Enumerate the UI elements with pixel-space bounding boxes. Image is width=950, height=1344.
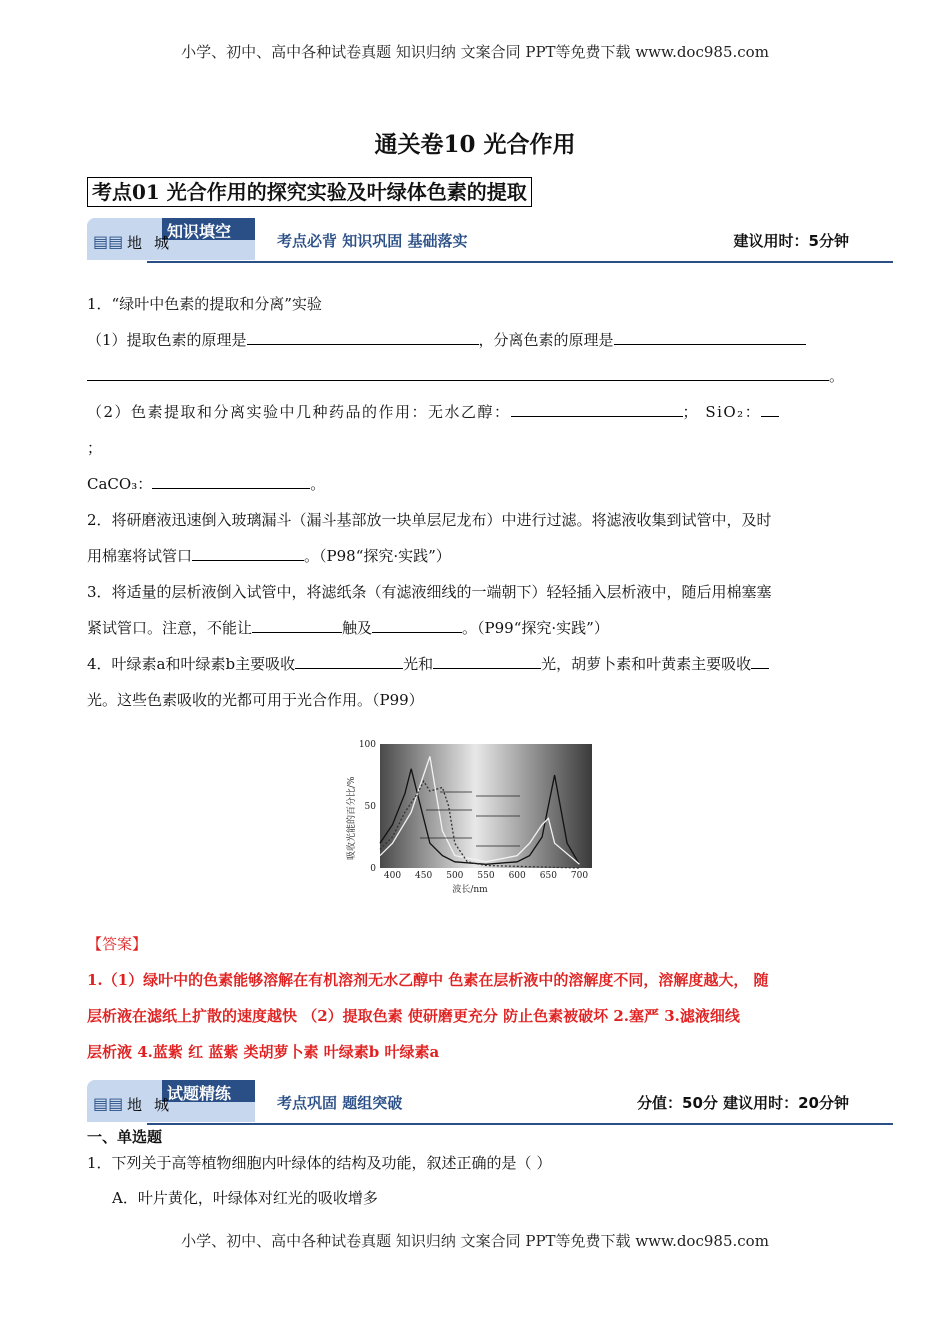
mcq-option-a: A．叶片黄化，叶绿体对红光的吸收增多 <box>112 1189 378 1207</box>
question-3-line2: 紧试管口。注意，不能让 触及 。（P99“探究·实践”） <box>87 610 867 646</box>
book-icon: ▤▤ <box>93 1094 124 1113</box>
blank <box>433 650 541 669</box>
blank <box>252 614 342 633</box>
question-4-line1: 4．叶绿素a和叶绿素b主要吸收 光和 光，胡萝卜素和叶黄素主要吸收 <box>87 646 867 682</box>
answer-label: 【答案】 <box>87 935 148 953</box>
x-tick-label: 700 <box>570 871 589 881</box>
blank <box>511 398 683 417</box>
y-tick-label: 0 <box>370 864 376 874</box>
book-icon: ▤▤ <box>93 232 124 251</box>
banner-place: 地城 <box>127 1096 182 1114</box>
x-tick-label: 650 <box>539 871 557 881</box>
blank <box>372 614 462 633</box>
blank <box>152 470 310 489</box>
banner-score-time: 分值：50分 建议用时：20分钟 <box>637 1094 849 1112</box>
topic-heading: 考点01 光合作用的探究实验及叶绿体色素的提取 <box>87 177 532 207</box>
page-header: 小学、初中、高中各种试卷真题 知识归纳 文案合同 PPT等免费下载 www.doc985.com <box>181 43 769 61</box>
question-1-line1: （1）提取色素的原理是 ，分离色素的原理是 <box>87 322 867 358</box>
banner-time: 建议用时：5分钟 <box>733 232 849 250</box>
blank <box>87 362 829 381</box>
question-3-line1: 3．将适量的层析液倒入试管中，将滤纸条（有滤液细线的一端朝下）轻轻插入层析液中，随后用棉塞塞 <box>87 583 772 601</box>
absorption-spectrum-chart <box>340 720 600 900</box>
blank <box>751 650 769 669</box>
banner-subtitle: 考点巩固 题组突破 <box>277 1094 403 1112</box>
question-1-head: 1．“绿叶中色素的提取和分离”实验 <box>87 295 322 313</box>
y-axis-label-group <box>345 776 357 860</box>
question-1-line5: CaCO₃： 。 <box>87 466 867 502</box>
y-axis-label: 吸收光能的百分比/% <box>347 776 357 860</box>
banner-underline <box>147 1123 893 1125</box>
blank <box>614 326 806 345</box>
answer-line: 1.（1）绿叶中的色素能够溶解在有机溶剂无水乙醇中 色素在层析液中的溶解度不同，溶解度越大， 随 <box>87 971 769 989</box>
question-1-line4: ； <box>87 439 103 457</box>
section-banner-practice <box>87 1080 893 1126</box>
banner-place: 地城 <box>127 234 182 252</box>
x-tick-label: 550 <box>477 871 495 881</box>
answer-line: 层析液 4.蓝紫 红 蓝紫 类胡萝卜素 叶绿素b 叶绿素a <box>87 1043 440 1061</box>
blank <box>295 650 403 669</box>
section-banner-knowledge <box>87 218 893 264</box>
x-tick-label: 400 <box>383 871 402 881</box>
question-1-line3: （2）色素提取和分离实验中几种药品的作用：无水乙醇： ； SiO₂： <box>87 394 867 430</box>
section-title: 一、单选题 <box>87 1128 163 1146</box>
answer-block <box>87 926 867 1070</box>
blank <box>247 326 479 345</box>
x-axis-label: 波长/nm <box>452 885 488 895</box>
banner-tab-label: 试题精练 <box>167 1084 232 1103</box>
y-tick-label: 50 <box>364 802 376 812</box>
question-1-line2: 。 <box>87 358 867 394</box>
y-tick-label: 100 <box>358 740 376 750</box>
banner-tab-label: 知识填空 <box>167 222 232 241</box>
answer-line: 层析液在滤纸上扩散的速度越快 （2）提取色素 使研磨更充分 防止色素被破坏 2.塞严 3.滤液细线 <box>87 1007 740 1025</box>
blank <box>761 398 779 417</box>
question-1 <box>87 286 867 718</box>
mcq-stem: 1．下列关于高等植物细胞内叶绿体的结构及功能，叙述正确的是（ ） <box>87 1154 552 1172</box>
blank <box>192 542 304 561</box>
question-2-line2: 用棉塞将试管口 。（P98“探究·实践”） <box>87 538 867 574</box>
x-tick-label: 600 <box>508 871 526 881</box>
page-footer: 小学、初中、高中各种试卷真题 知识归纳 文案合同 PPT等免费下载 www.doc985.com <box>181 1232 769 1250</box>
question-2-line1: 2．将研磨液迅速倒入玻璃漏斗（漏斗基部放一块单层尼龙布）中进行过滤。将滤液收集到试管中，及时 <box>87 511 772 529</box>
x-tick-label: 450 <box>415 871 433 881</box>
banner-subtitle: 考点必背 知识巩固 基础落实 <box>277 232 468 250</box>
banner-underline <box>147 261 893 263</box>
question-4-line2: 光。这些色素吸收的光都可用于光合作用。（P99） <box>87 691 424 709</box>
x-tick-label: 500 <box>446 871 464 881</box>
page-title: 通关卷10 光合作用 <box>374 131 576 158</box>
